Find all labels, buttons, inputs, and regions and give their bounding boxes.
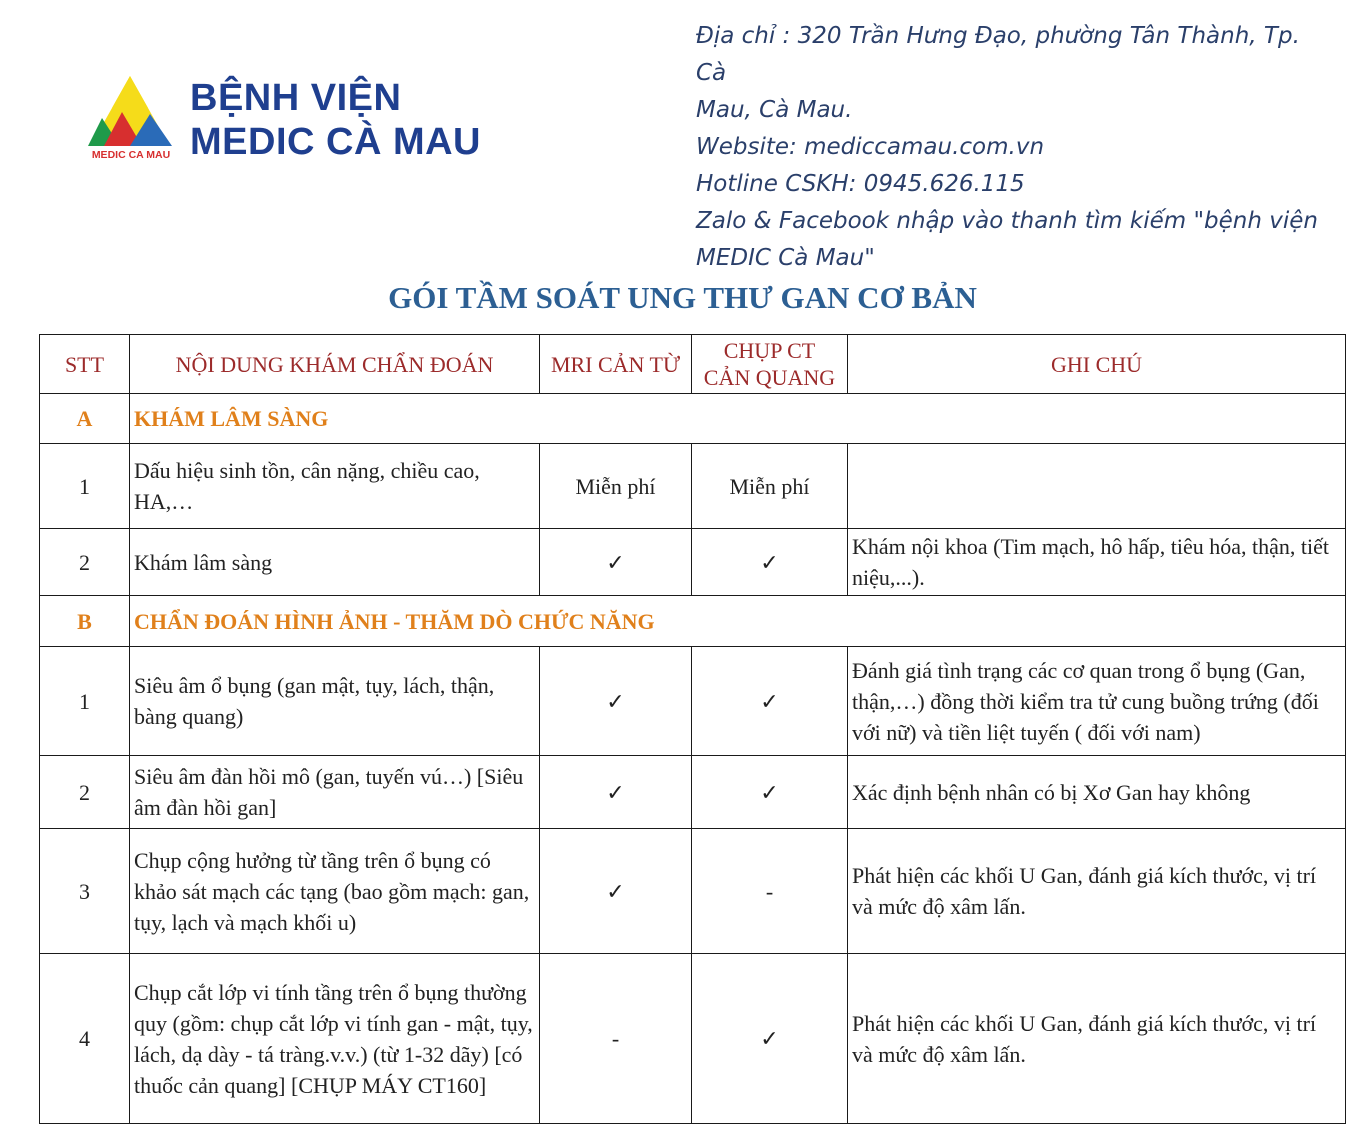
header-content: NỘI DUNG KHÁM CHẨN ĐOÁN xyxy=(130,335,540,394)
contact-info xyxy=(696,18,1336,277)
row-ct: ✓ xyxy=(692,529,848,596)
hospital-name-line1: BỆNH VIỆN xyxy=(190,77,402,119)
row-note xyxy=(848,444,1346,529)
row-note: Khám nội khoa (Tim mạch, hô hấp, tiêu hóa, thận, tiết niệu,...). xyxy=(848,529,1346,596)
header-ct-line2: CẢN QUANG xyxy=(703,365,836,390)
row-content: Dấu hiệu sinh tồn, cân nặng, chiều cao, HA,… xyxy=(130,444,540,529)
row-content: Siêu âm ổ bụng (gan mật, tụy, lách, thận, bàng quang) xyxy=(130,647,540,756)
header-ct xyxy=(692,335,848,394)
row-content: Khám lâm sàng xyxy=(130,529,540,596)
row-stt: 1 xyxy=(40,647,130,756)
logo-caption: MEDIC CA MAU xyxy=(91,149,171,160)
row-stt: 1 xyxy=(40,444,130,529)
row-content: Chụp cắt lớp vi tính tầng trên ổ bụng thường quy (gồm: chụp cắt lớp vi tính gan - mật, tụy, lách, dạ dày - tá tràng.v.v.) (từ 1-32 dãy) [có thuốc cản quang] [CHỤP MÁY CT160] xyxy=(130,954,540,1124)
row-note: Xác định bệnh nhân có bị Xơ Gan hay không xyxy=(848,756,1346,829)
row-ct: ✓ xyxy=(692,647,848,756)
services-table xyxy=(39,334,1346,1124)
row-stt: 3 xyxy=(40,829,130,954)
header-mri: MRI CẢN TỪ xyxy=(540,335,692,394)
section-code: B xyxy=(40,596,130,647)
table-row xyxy=(40,756,1346,829)
header-note: GHI CHÚ xyxy=(848,335,1346,394)
row-stt: 4 xyxy=(40,954,130,1124)
header-ct-line1: CHỤP CT xyxy=(723,338,816,363)
row-ct: ✓ xyxy=(692,954,848,1124)
zalo-line2: MEDIC Cà Mau" xyxy=(696,245,875,271)
row-content: Siêu âm đàn hồi mô (gan, tuyến vú…) [Siêu âm đàn hồi gan] xyxy=(130,756,540,829)
row-mri: ✓ xyxy=(540,647,692,756)
table-header-row xyxy=(40,335,1346,394)
table-row xyxy=(40,829,1346,954)
row-stt: 2 xyxy=(40,529,130,596)
row-note: Phát hiện các khối U Gan, đánh giá kích thước, vị trí và mức độ xâm lấn. xyxy=(848,954,1346,1124)
row-ct: - xyxy=(692,829,848,954)
row-mri: ✓ xyxy=(540,529,692,596)
table-row xyxy=(40,444,1346,529)
header-stt: STT xyxy=(40,335,130,394)
website-text[interactable]: Website: mediccamau.com.vn xyxy=(696,134,1045,160)
hospital-name xyxy=(190,76,481,164)
row-note: Phát hiện các khối U Gan, đánh giá kích thước, vị trí và mức độ xâm lấn. xyxy=(848,829,1346,954)
row-mri: - xyxy=(540,954,692,1124)
hospital-name-line2: MEDIC CÀ MAU xyxy=(190,121,481,163)
row-mri: Miễn phí xyxy=(540,444,692,529)
address-line2: Mau, Cà Mau. xyxy=(696,97,853,123)
section-title: KHÁM LÂM SÀNG xyxy=(130,394,1346,444)
section-title: CHẨN ĐOÁN HÌNH ẢNH - THĂM DÒ CHỨC NĂNG xyxy=(130,596,1346,647)
section-row-b xyxy=(40,596,1346,647)
row-content: Chụp cộng hưởng từ tầng trên ổ bụng có khảo sát mạch các tạng (bao gồm mạch: gan, tụy, lạch và mạch khối u) xyxy=(130,829,540,954)
hospital-logo xyxy=(86,74,176,160)
row-ct: Miễn phí xyxy=(692,444,848,529)
address-line1: Địa chỉ : 320 Trần Hưng Đạo, phường Tân Thành, Tp. Cà xyxy=(696,23,1300,86)
table-row xyxy=(40,647,1346,756)
hotline-text: Hotline CSKH: 0945.626.115 xyxy=(696,171,1025,197)
row-stt: 2 xyxy=(40,756,130,829)
table-row xyxy=(40,529,1346,596)
section-row-a xyxy=(40,394,1346,444)
section-code: A xyxy=(40,394,130,444)
row-mri: ✓ xyxy=(540,756,692,829)
row-note: Đánh giá tình trạng các cơ quan trong ổ bụng (Gan, thận,…) đồng thời kiểm tra tử cung buồng trứng (đối với nữ) và tiền liệt tuyến ( đối với nam) xyxy=(848,647,1346,756)
row-mri: ✓ xyxy=(540,829,692,954)
table-row xyxy=(40,954,1346,1124)
row-ct: ✓ xyxy=(692,756,848,829)
zalo-line1: Zalo & Facebook nhập vào thanh tìm kiếm "bệnh viện xyxy=(696,208,1318,234)
page-title: GÓI TẦM SOÁT UNG THƯ GAN CƠ BẢN xyxy=(388,280,977,315)
